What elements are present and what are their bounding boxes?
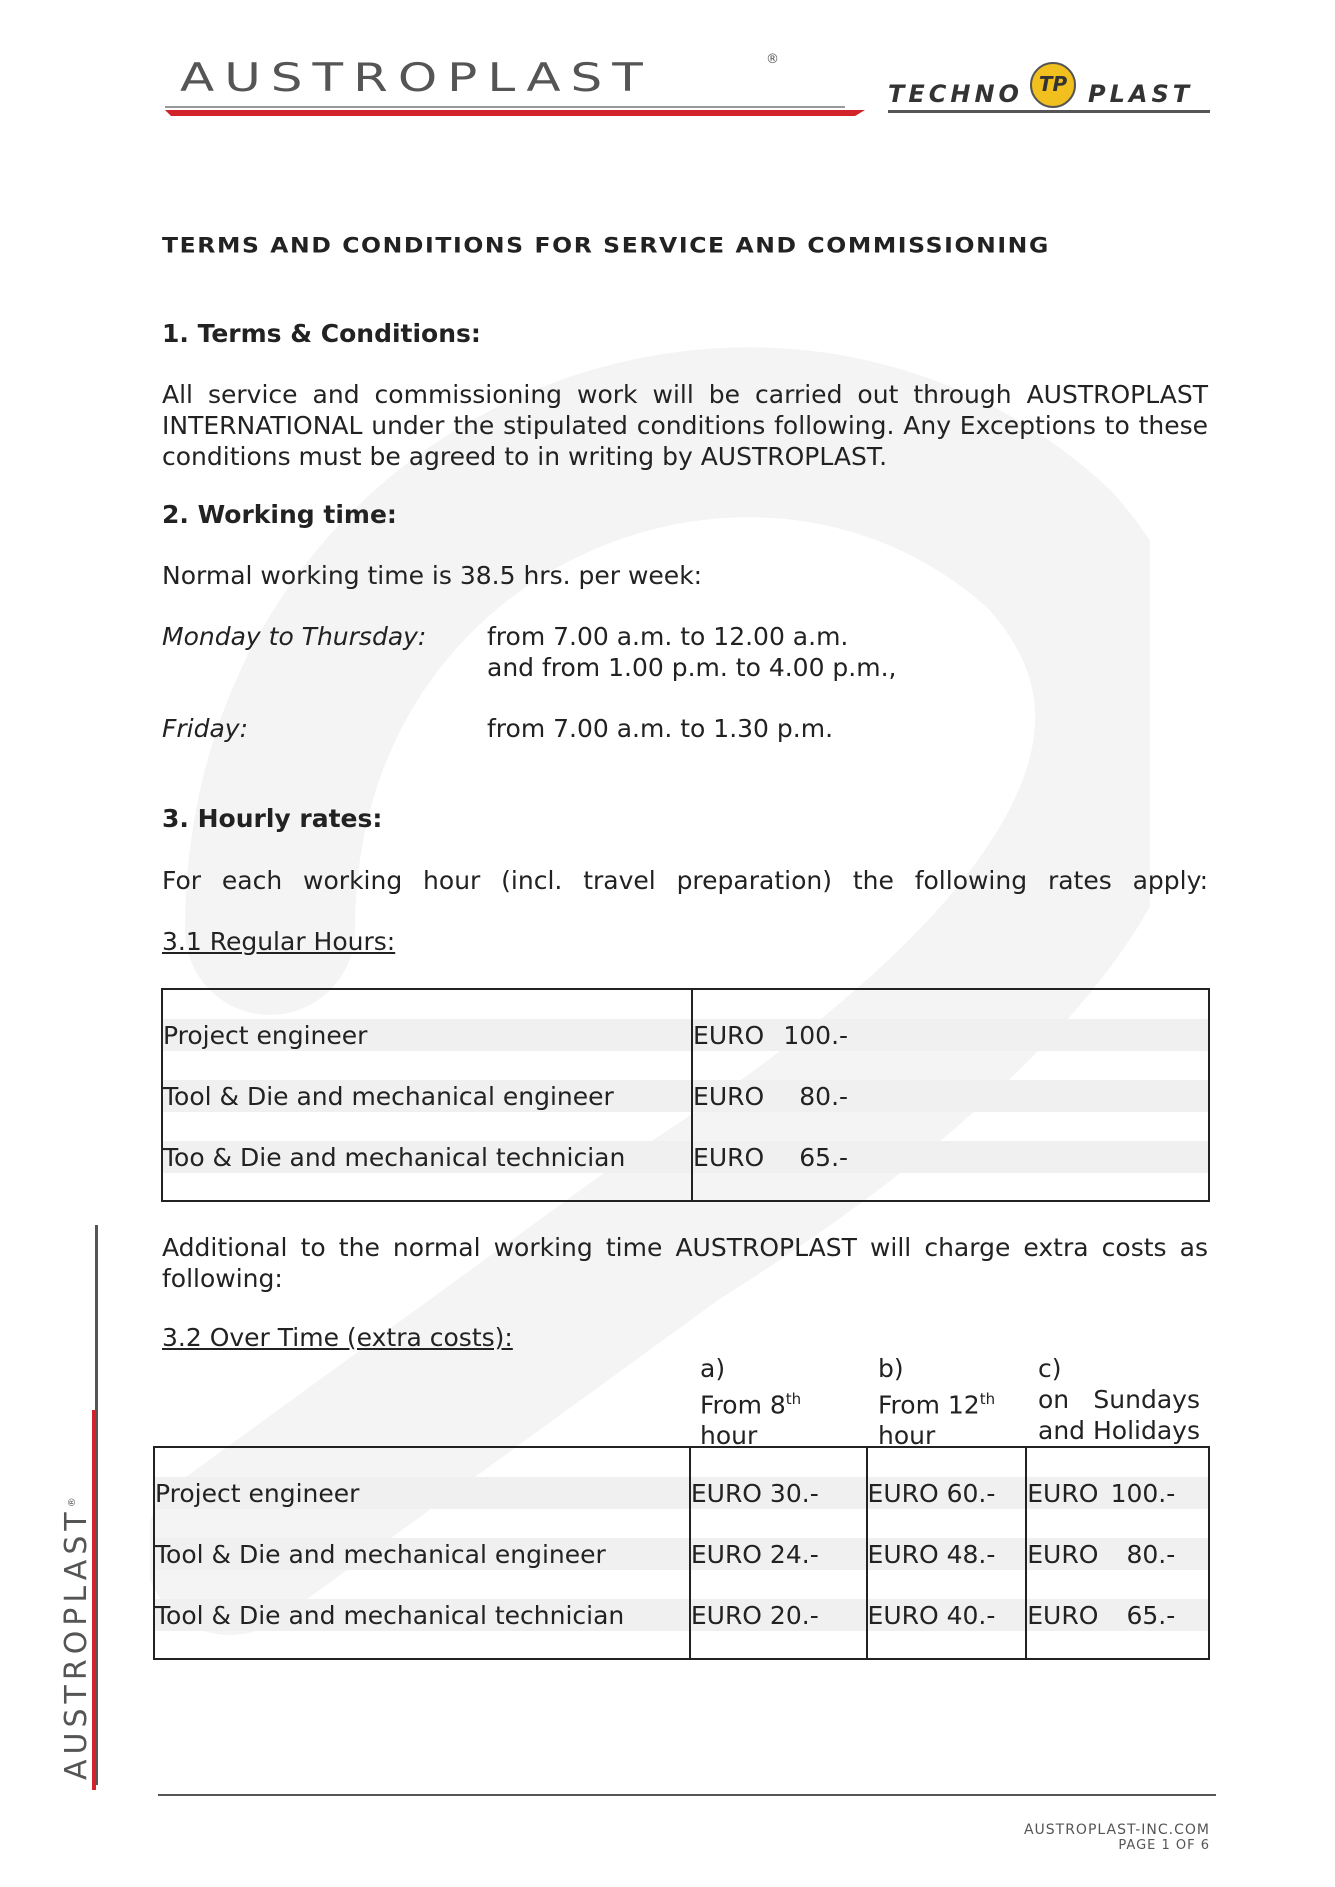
table-row	[162, 1019, 1209, 1051]
ot-header-a-sup: th	[785, 1390, 802, 1408]
side-brand-text: AUSTROPLAST	[59, 1507, 94, 1780]
section1-body: All service and commissioning work will be carried out through AUSTROPLAST INTERNATIONAL under the stipulated conditions following. Any Exceptions to these conditions must be agreed to in writing by AUSTROPLAST.	[162, 380, 1208, 471]
ot-header-c-line2	[1038, 1384, 1200, 1415]
rate-c-cell	[1026, 1477, 1209, 1509]
role-cell: Tool & Die and mechanical technician	[154, 1599, 690, 1631]
section1-heading: 1. Terms & Conditions:	[162, 319, 481, 348]
role-cell: Tool & Die and mechanical engineer	[162, 1080, 692, 1112]
footer-divider	[158, 1794, 1216, 1796]
logo-wordmark: AUSTROPLAST	[180, 54, 653, 101]
rate-b-cell: EURO 40.-	[867, 1599, 1027, 1631]
table-row	[162, 1141, 1209, 1173]
amount: 100.-	[1110, 1478, 1176, 1508]
mon-thu-hours-2: and from 1.00 p.m. to 4.00 p.m.,	[487, 653, 897, 682]
role-cell: Too & Die and mechanical technician	[162, 1141, 692, 1173]
ot-header-b-from	[878, 1384, 995, 1420]
friday-hours: from 7.00 a.m. to 1.30 p.m.	[487, 714, 834, 743]
plast-word: PLAST	[1088, 80, 1194, 108]
footer-website: AUSTROPLAST-INC.COM	[1023, 1822, 1210, 1838]
section3-heading: 3. Hourly rates:	[162, 804, 383, 833]
rate-b-cell: EURO 60.-	[867, 1477, 1027, 1509]
technoplast-logo	[888, 58, 1208, 122]
currency: EURO	[693, 1081, 765, 1111]
registered-mark: ®	[766, 52, 779, 67]
mon-thu-hours-1: from 7.00 a.m. to 12.00 a.m.	[487, 622, 849, 651]
tp-badge-icon: TP	[1030, 62, 1076, 108]
currency: EURO	[693, 1020, 765, 1050]
table-row	[154, 1599, 1209, 1631]
regular-hours-table	[161, 988, 1210, 1202]
table-row	[154, 1538, 1209, 1570]
ot-header-c-sundays: Sundays	[1093, 1385, 1200, 1414]
role-cell: Tool & Die and mechanical engineer	[154, 1538, 690, 1570]
rate-c-cell	[1026, 1538, 1209, 1570]
logo-red-swoosh	[165, 106, 865, 116]
ot-header-b-sup: th	[979, 1390, 996, 1408]
ot-header-c	[1038, 1353, 1200, 1446]
rate-c-cell	[1026, 1599, 1209, 1631]
currency: EURO	[1027, 1478, 1099, 1508]
ot-header-a-hour: hour	[700, 1421, 758, 1451]
tp-underline	[888, 110, 1210, 113]
ot-header-b-from-text: From 12	[878, 1390, 980, 1420]
techno-word: TECHNO	[888, 80, 1023, 108]
side-brand-reg: ®	[67, 1492, 78, 1508]
ot-header-a-from-text: From 8	[700, 1390, 786, 1420]
overtime-subheading: 3.2 Over Time (extra costs):	[162, 1323, 513, 1352]
rate-b-cell: EURO 48.-	[867, 1538, 1027, 1570]
rate-cell	[692, 1080, 1209, 1112]
hourly-rates-intro: For each working hour (incl. travel preparation) the following rates apply:	[162, 866, 1208, 895]
mon-thu-label: Monday to Thursday:	[162, 622, 427, 651]
ot-header-c-holidays: and Holidays	[1038, 1416, 1200, 1445]
currency: EURO	[1027, 1600, 1099, 1630]
overtime-table	[153, 1446, 1210, 1660]
ot-header-a-from	[700, 1384, 801, 1420]
amount: 100.-	[783, 1020, 849, 1050]
ot-header-b-letter: b)	[878, 1354, 904, 1383]
rate-cell	[692, 1141, 1209, 1173]
role-cell: Project engineer	[154, 1477, 690, 1509]
friday-label: Friday:	[162, 714, 249, 743]
ot-header-c-on: on	[1038, 1385, 1070, 1414]
amount: 65.-	[799, 1142, 849, 1172]
rate-a-cell: EURO 30.-	[690, 1477, 867, 1509]
side-brand-logo	[59, 1492, 94, 1780]
document-title: TERMS AND CONDITIONS FOR SERVICE AND COMMISSIONING	[162, 232, 1050, 258]
ot-header-b-hour: hour	[878, 1421, 936, 1451]
footer-page-number: PAGE 1 OF 6	[1118, 1838, 1210, 1853]
currency: EURO	[1027, 1539, 1099, 1569]
rate-a-cell: EURO 24.-	[690, 1538, 867, 1570]
role-cell: Project engineer	[162, 1019, 692, 1051]
currency: EURO	[693, 1142, 765, 1172]
ot-header-b	[878, 1353, 995, 1451]
regular-hours-subheading: 3.1 Regular Hours:	[162, 927, 396, 956]
ot-header-a-letter: a)	[700, 1354, 726, 1383]
ot-header-a	[700, 1353, 801, 1451]
rate-a-cell: EURO 20.-	[690, 1599, 867, 1631]
additional-costs-text: Additional to the normal working time AUSTROPLAST will charge extra costs as following:	[162, 1233, 1208, 1293]
section2-heading: 2. Working time:	[162, 500, 397, 529]
table-row	[162, 1080, 1209, 1112]
amount: 65.-	[1126, 1600, 1176, 1630]
amount: 80.-	[1126, 1539, 1176, 1569]
working-time-intro: Normal working time is 38.5 hrs. per week:	[162, 561, 703, 590]
table-row	[154, 1477, 1209, 1509]
amount: 80.-	[799, 1081, 849, 1111]
rate-cell	[692, 1019, 1209, 1051]
ot-header-c-letter: c)	[1038, 1354, 1062, 1383]
